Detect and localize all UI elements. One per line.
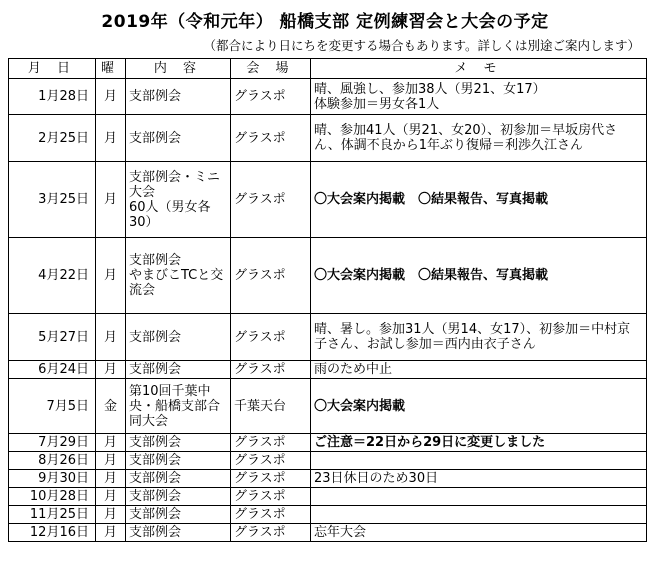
header-date: 月 日 — [9, 59, 96, 79]
row-memo: 〇大会案内掲載 〇結果報告、写真掲載 — [311, 162, 647, 238]
row-day: 月 — [96, 79, 126, 115]
row-day: 月 — [96, 524, 126, 542]
row-memo: 晴、参加41人（男21、女20）、初参加＝早坂房代さん、体調不良から1年ぶり復帰＝利渉久江さん — [311, 115, 647, 162]
row-content: 第10回千葉中央・船橋支部合同大会 — [126, 379, 231, 434]
row-date: 5月27日 — [9, 314, 96, 361]
row-venue: グラスポ — [231, 452, 311, 470]
table-row — [9, 79, 647, 115]
row-content: 支部例会 — [126, 115, 231, 162]
row-date: 4月22日 — [9, 238, 96, 314]
row-venue: グラスポ — [231, 115, 311, 162]
row-content: 支部例会 — [126, 524, 231, 542]
row-venue: グラスポ — [231, 488, 311, 506]
row-memo — [311, 488, 647, 506]
row-date: 11月25日 — [9, 506, 96, 524]
row-date: 12月16日 — [9, 524, 96, 542]
header-content: 内 容 — [126, 59, 231, 79]
row-venue: グラスポ — [231, 238, 311, 314]
page-title: 2019年（令和元年） 船橋支部 定例練習会と大会の予定 — [101, 12, 549, 32]
table-row — [9, 379, 647, 434]
row-content: 支部例会・ミニ大会 60人（男女各30） — [126, 162, 231, 238]
row-venue: グラスポ — [231, 314, 311, 361]
row-venue: グラスポ — [231, 434, 311, 452]
row-date: 1月28日 — [9, 79, 96, 115]
row-venue: グラスポ — [231, 162, 311, 238]
schedule-table — [8, 58, 647, 542]
header-memo: メ モ — [311, 59, 647, 79]
row-date: 3月25日 — [9, 162, 96, 238]
row-memo: 〇大会案内掲載 — [311, 379, 647, 434]
row-memo: 23日休日のため30日 — [311, 470, 647, 488]
row-content: 支部例会 — [126, 452, 231, 470]
row-venue: グラスポ — [231, 470, 311, 488]
row-memo: 忘年大会 — [311, 524, 647, 542]
page-subtitle: （都合により日にちを変更する場合もあります。詳しくは別途ご案内します） — [203, 38, 640, 53]
row-content: 支部例会 — [126, 79, 231, 115]
row-memo: 晴、暑し。参加31人（男14、女17）、初参加＝中村京子さん、お試し参加＝西内由衣子さん — [311, 314, 647, 361]
table-row — [9, 238, 647, 314]
table-row — [9, 434, 647, 452]
row-venue: グラスポ — [231, 361, 311, 379]
row-venue: グラスポ — [231, 506, 311, 524]
row-content: 支部例会 やまびこTCと交流会 — [126, 238, 231, 314]
table-row — [9, 524, 647, 542]
row-content: 支部例会 — [126, 314, 231, 361]
row-content: 支部例会 — [126, 488, 231, 506]
row-day: 月 — [96, 115, 126, 162]
row-day: 月 — [96, 506, 126, 524]
header-row — [9, 59, 647, 79]
row-content: 支部例会 — [126, 361, 231, 379]
row-content: 支部例会 — [126, 470, 231, 488]
row-date: 8月26日 — [9, 452, 96, 470]
row-date: 2月25日 — [9, 115, 96, 162]
row-day: 月 — [96, 488, 126, 506]
schedule-rows — [9, 79, 647, 542]
row-day: 月 — [96, 361, 126, 379]
row-date: 9月30日 — [9, 470, 96, 488]
row-memo: 雨のため中止 — [311, 361, 647, 379]
table-row — [9, 506, 647, 524]
row-date: 6月24日 — [9, 361, 96, 379]
table-row — [9, 452, 647, 470]
row-content: 支部例会 — [126, 506, 231, 524]
row-memo — [311, 452, 647, 470]
row-date: 10月28日 — [9, 488, 96, 506]
table-row — [9, 162, 647, 238]
row-memo: 晴、風強し、参加38人（男21、女17） 体験参加＝男女各1人 — [311, 79, 647, 115]
row-day: 月 — [96, 434, 126, 452]
row-memo: ご注意＝22日から29日に変更しました — [311, 434, 647, 452]
row-date: 7月29日 — [9, 434, 96, 452]
row-day: 金 — [96, 379, 126, 434]
table-row — [9, 488, 647, 506]
header-venue: 会 場 — [231, 59, 311, 79]
row-day: 月 — [96, 470, 126, 488]
table-row — [9, 115, 647, 162]
row-content: 支部例会 — [126, 434, 231, 452]
row-day: 月 — [96, 452, 126, 470]
row-memo: 〇大会案内掲載 〇結果報告、写真掲載 — [311, 238, 647, 314]
row-date: 7月5日 — [9, 379, 96, 434]
row-venue: グラスポ — [231, 524, 311, 542]
row-day: 月 — [96, 314, 126, 361]
row-day: 月 — [96, 162, 126, 238]
header-day: 曜 — [96, 59, 126, 79]
row-memo — [311, 506, 647, 524]
row-venue: グラスポ — [231, 79, 311, 115]
row-venue: 千葉天台 — [231, 379, 311, 434]
table-row — [9, 314, 647, 361]
row-day: 月 — [96, 238, 126, 314]
table-row — [9, 470, 647, 488]
table-row — [9, 361, 647, 379]
